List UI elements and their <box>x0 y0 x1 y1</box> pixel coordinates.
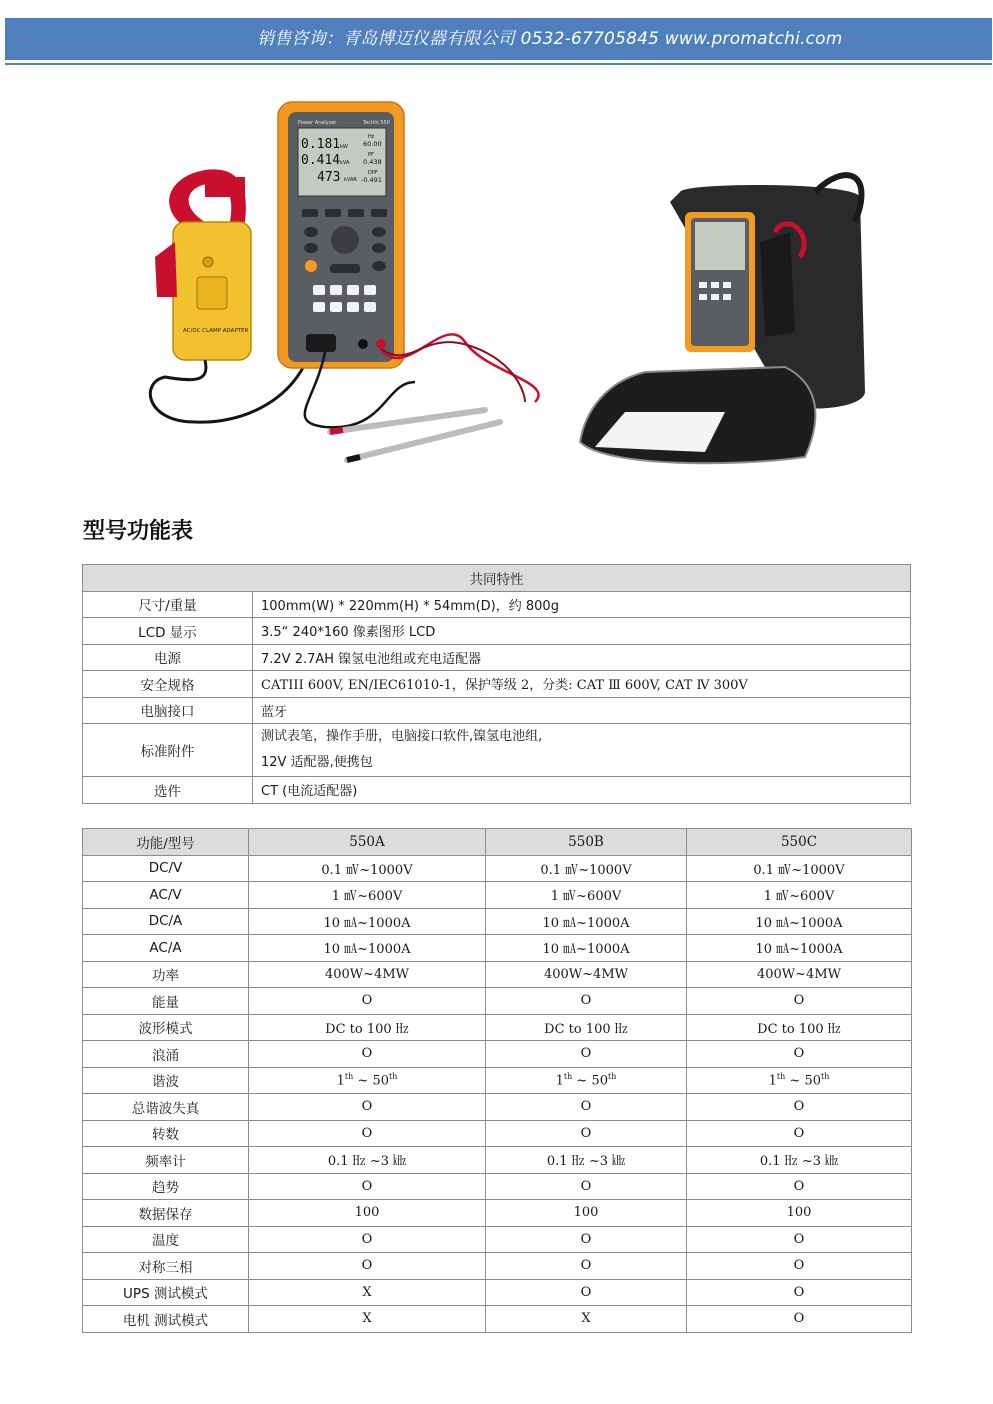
func-cell-550b: 1 ㎷~600V <box>486 882 687 909</box>
func-label: DC/A <box>83 908 249 935</box>
func-cell-550a: O <box>249 1173 486 1200</box>
func-header-row <box>83 829 912 856</box>
section-title: 型号功能表 <box>83 519 194 544</box>
func-cell-550a: 10 ㎃~1000A <box>249 935 486 962</box>
screen-right-2: 60.00 <box>363 140 382 148</box>
screen-unit-1: kW <box>340 144 348 150</box>
func-row <box>83 961 912 988</box>
func-label: 趋势 <box>83 1173 249 1200</box>
func-cell-550a: O <box>249 1041 486 1068</box>
func-cell-550b: 400W~4MW <box>486 961 687 988</box>
spec-row <box>83 724 911 777</box>
func-cell-550c: 0.1 ㎷~1000V <box>687 855 912 882</box>
func-cell-550a: 1 ㎷~600V <box>249 882 486 909</box>
spec-header-row <box>83 565 911 592</box>
func-row <box>83 882 912 909</box>
func-cell-550a: 0.1 ㎐ ~3 ㎑ <box>249 1147 486 1174</box>
func-cell-550a: O <box>249 1120 486 1147</box>
spec-value: CT (电流适配器) <box>253 777 911 804</box>
func-label: DC/V <box>83 855 249 882</box>
func-cell-550c: O <box>687 988 912 1015</box>
meter-brand-text: Power Analyzer <box>298 120 337 126</box>
spec-row <box>83 777 911 804</box>
harm-sup: th <box>389 1072 398 1082</box>
func-label: UPS 测试模式 <box>83 1279 249 1306</box>
func-label: 总谐波失真 <box>83 1094 249 1121</box>
harm-to: 50 <box>804 1073 821 1089</box>
screen-unit-3: kVAR <box>344 177 357 183</box>
spec-label: 安全规格 <box>83 671 253 698</box>
func-label: AC/A <box>83 935 249 962</box>
func-cell-550c: O <box>687 1253 912 1280</box>
func-cell-550c: O <box>687 1279 912 1306</box>
spec-label: 尺寸/重量 <box>83 591 253 618</box>
func-cell-550a: O <box>249 1094 486 1121</box>
func-row <box>83 1226 912 1253</box>
harm-sup: th <box>344 1072 354 1082</box>
func-cell-550c: 100 <box>687 1200 912 1227</box>
func-cell-550b: 100 <box>486 1200 687 1227</box>
harm-from: 1 <box>555 1073 564 1089</box>
spec-value: 7.2V 2.7AH 镍氢电池组或充电适配器 <box>253 644 911 671</box>
func-cell-550a: 10 ㎃~1000A <box>249 908 486 935</box>
func-header-550b: 550B <box>486 829 687 856</box>
func-cell-550c: O <box>687 1306 912 1333</box>
spec-value-line-2: 12V 适配器,便携包 <box>261 755 373 770</box>
func-row <box>83 988 912 1015</box>
spec-value: 3.5“ 240*160 像素图形 LCD <box>253 618 911 645</box>
product-photo <box>85 82 903 502</box>
spec-row <box>83 591 911 618</box>
harm-sep: ~ <box>353 1073 373 1089</box>
harm-sup: th <box>776 1072 786 1082</box>
harm-sep: ~ <box>572 1073 592 1089</box>
func-row <box>83 1200 912 1227</box>
meter-model-text: TechIn 550 <box>363 120 390 126</box>
spec-label: 电源 <box>83 644 253 671</box>
carrying-bag-image <box>580 175 865 463</box>
spec-value: 100mm(W) * 220mm(H) * 54mm(D)，约 800g <box>253 591 911 618</box>
func-cell-550c: O <box>687 1094 912 1121</box>
func-cell-550b: O <box>486 1226 687 1253</box>
screen-value-1: 0.181 <box>301 137 341 152</box>
function-model-table <box>82 828 912 1333</box>
func-row <box>83 935 912 962</box>
harm-from: 1 <box>336 1073 345 1089</box>
func-cell-550a: 0.1 ㎷~1000V <box>249 855 486 882</box>
func-label: 能量 <box>83 988 249 1015</box>
func-cell-550a: DC to 100 ㎐ <box>249 1014 486 1041</box>
func-cell-550a: O <box>249 1253 486 1280</box>
func-row <box>83 1120 912 1147</box>
harm-sup: th <box>821 1072 830 1082</box>
func-label: 波形模式 <box>83 1014 249 1041</box>
func-cell-550b: O <box>486 1094 687 1121</box>
harm-to: 50 <box>372 1073 389 1089</box>
func-cell-550c: 1 ㎷~600V <box>687 882 912 909</box>
func-cell-550b: O <box>486 1253 687 1280</box>
func-label: 浪涌 <box>83 1041 249 1068</box>
banner-text: 销售咨询：青岛博迈仪器有限公司 0532-67705845 www.promatchi.com <box>257 29 843 49</box>
screen-right-5: DPF <box>368 170 378 176</box>
func-cell-550c <box>687 1067 912 1094</box>
func-row <box>83 1094 912 1121</box>
spec-header: 共同特性 <box>83 565 911 592</box>
common-spec-table <box>82 564 911 804</box>
harm-sup: th <box>563 1072 573 1082</box>
func-cell-550c: 10 ㎃~1000A <box>687 908 912 935</box>
harm-from: 1 <box>768 1073 777 1089</box>
harm-sep: ~ <box>785 1073 805 1089</box>
spec-label: 选件 <box>83 777 253 804</box>
func-cell-550a: X <box>249 1279 486 1306</box>
func-label: 功率 <box>83 961 249 988</box>
func-cell-550c: 10 ㎃~1000A <box>687 935 912 962</box>
func-label: AC/V <box>83 882 249 909</box>
screen-right-4: 0.438 <box>363 158 382 166</box>
func-label: 转数 <box>83 1120 249 1147</box>
contact-banner <box>5 18 992 60</box>
func-header-550a: 550A <box>249 829 486 856</box>
func-cell-550a: 100 <box>249 1200 486 1227</box>
harm-to: 50 <box>591 1073 608 1089</box>
spec-row <box>83 697 911 724</box>
func-cell-550c: DC to 100 ㎐ <box>687 1014 912 1041</box>
screen-value-3: 473 <box>317 170 341 185</box>
func-cell-550a: O <box>249 1226 486 1253</box>
func-cell-550a: X <box>249 1306 486 1333</box>
func-row <box>83 1306 912 1333</box>
func-row <box>83 1279 912 1306</box>
func-cell-550c: 400W~4MW <box>687 961 912 988</box>
func-cell-550a: O <box>249 988 486 1015</box>
func-cell-550b: X <box>486 1306 687 1333</box>
func-row <box>83 1041 912 1068</box>
func-row <box>83 1147 912 1174</box>
spec-label: 标准附件 <box>83 724 253 777</box>
spec-label: 电脑接口 <box>83 697 253 724</box>
func-row <box>83 908 912 935</box>
func-cell-550b: 10 ㎃~1000A <box>486 935 687 962</box>
func-cell-550b: O <box>486 1120 687 1147</box>
func-header-550c: 550C <box>687 829 912 856</box>
product-illustration <box>85 82 903 502</box>
func-cell-550c: 0.1 ㎐ ~3 ㎑ <box>687 1147 912 1174</box>
func-row <box>83 855 912 882</box>
func-label: 谐波 <box>83 1067 249 1094</box>
power-analyzer-image <box>278 102 539 460</box>
func-cell-550a: 400W~4MW <box>249 961 486 988</box>
screen-right-3: PF <box>368 152 374 158</box>
func-header-function: 功能/型号 <box>83 829 249 856</box>
func-cell-550a <box>249 1067 486 1094</box>
spec-value: 蓝牙 <box>253 697 911 724</box>
func-row <box>83 1067 912 1094</box>
func-label: 数据保存 <box>83 1200 249 1227</box>
spec-row <box>83 618 911 645</box>
spec-value <box>253 724 911 777</box>
func-label: 电机 测试模式 <box>83 1306 249 1333</box>
clamp-label-text: AC/DC CLAMP ADAPTER <box>183 328 249 334</box>
func-cell-550b <box>486 1067 687 1094</box>
func-cell-550b: 10 ㎃~1000A <box>486 908 687 935</box>
func-label: 频率计 <box>83 1147 249 1174</box>
screen-right-1: Hz <box>368 134 375 140</box>
screen-right-6: -0.491 <box>361 176 382 184</box>
func-row <box>83 1253 912 1280</box>
screen-unit-2: kVA <box>340 160 350 166</box>
spec-value: CATIII 600V, EN/IEC61010-1，保护等级 2，分类: CAT Ⅲ 600V, CAT Ⅳ 300V <box>253 671 911 698</box>
screen-value-2: 0.414 <box>301 153 341 168</box>
func-row <box>83 1014 912 1041</box>
func-label: 对称三相 <box>83 1253 249 1280</box>
func-cell-550b: DC to 100 ㎐ <box>486 1014 687 1041</box>
func-cell-550c: O <box>687 1226 912 1253</box>
func-cell-550c: O <box>687 1120 912 1147</box>
func-cell-550c: O <box>687 1173 912 1200</box>
spec-label: LCD 显示 <box>83 618 253 645</box>
func-cell-550b: 0.1 ㎷~1000V <box>486 855 687 882</box>
func-cell-550c: O <box>687 1041 912 1068</box>
func-label: 温度 <box>83 1226 249 1253</box>
func-cell-550b: O <box>486 1173 687 1200</box>
func-cell-550b: 0.1 ㎐ ~3 ㎑ <box>486 1147 687 1174</box>
spec-value-line-1: 测试表笔，操作手册，电脑接口软件,镍氢电池组, <box>261 729 543 744</box>
func-cell-550b: O <box>486 1279 687 1306</box>
func-cell-550b: O <box>486 1041 687 1068</box>
spec-row <box>83 644 911 671</box>
spec-row <box>83 671 911 698</box>
harm-sup: th <box>608 1072 617 1082</box>
func-cell-550b: O <box>486 988 687 1015</box>
func-row <box>83 1173 912 1200</box>
banner-underline <box>5 63 992 65</box>
